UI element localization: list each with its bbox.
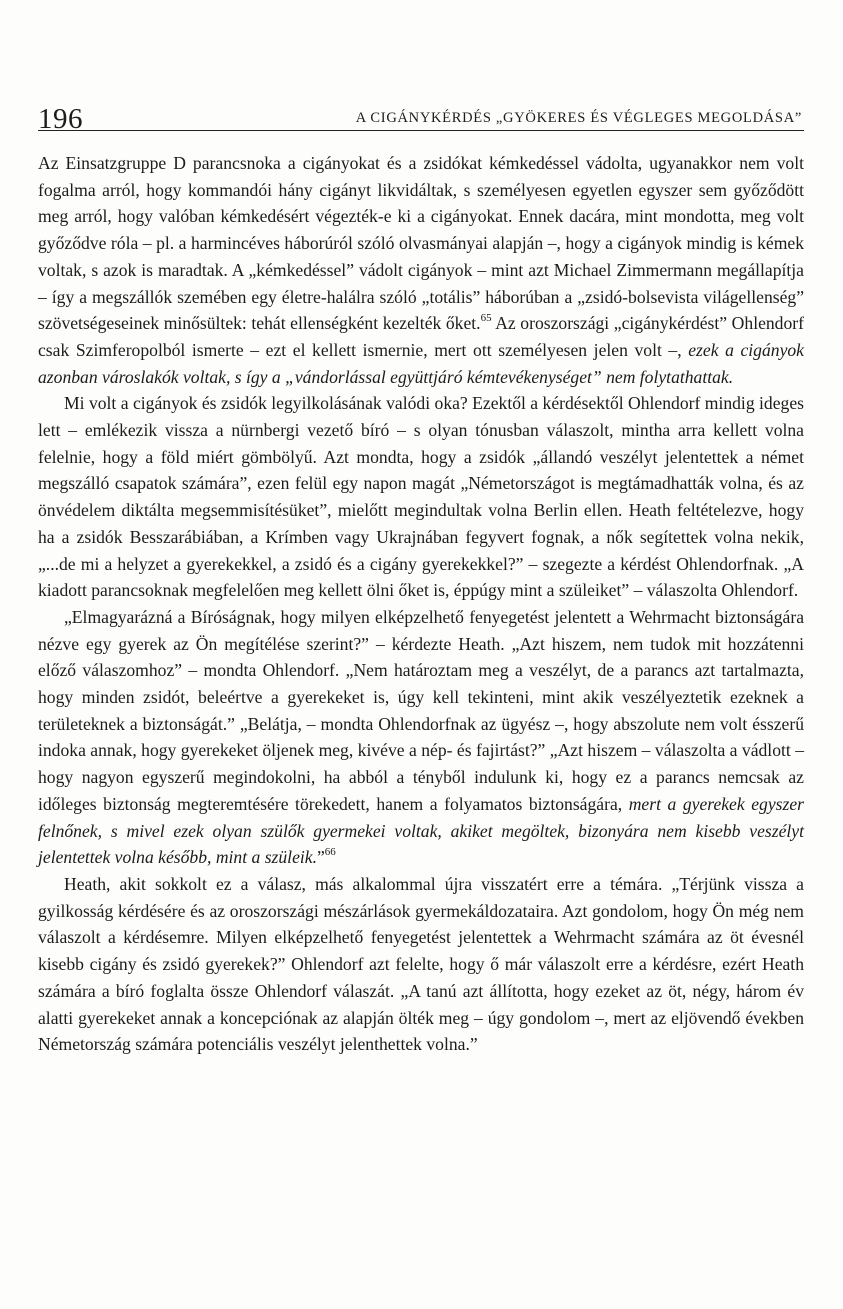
paragraph	[38, 150, 804, 390]
italic-text: mert a gyerekek egyszer felnőnek, s mivel ezek olyan szülők gyermekei voltak, akiket megöltek, bizonyára nem kisebb veszélyt jelentettek volna később, mint a szüleik.	[38, 793, 804, 868]
paragraph-text: „Elmagyarázná a Bíróságnak, hogy milyen elképzelhető fenyegetést jelentett a Wehrmacht biztonságára nézve egy gyerek az Ön megítélése szerint?” – kérdezte Heath. „Azt hiszem, nem tudok mit hozzátenni előző válaszomhoz” – mondta Ohlendorf. „Nem határoztam meg a veszélyt, de a parancs azt tartalmazta, hogy minden zsidót, beleértve a gyerekeket is, úgy kell tekinteni, mint akik veszélyeztetik ezeknek a területeknek a biztonságát.” „Belátja, – mondta Ohlendorfnak az ügyész –, hogy abszolute nem volt ésszerű indoka annak, hogy gyerekeket öljenek meg, kivéve a nép- és fajirtást?” „Azt hiszem – válaszolta a vádlott – hogy nagyon egyszerű megindokolni, ha abból a tényből indulunk ki, hogy ez a parancs nemcsak az időleges biztonság megteremtésére törekedett, hanem a folyamatos biztonságára,	[38, 606, 804, 814]
paragraph-text: Heath, akit sokkolt ez a válasz, más alkalommal újra visszatért erre a témára. „Térjünk vissza a gyilkosság kérdésére és az oroszországi mészárlások gyermekáldozataira. Azt gondolom, hogy Ön még nem válaszolt a kérdésemre. Milyen elképzelhető fenyegetést jelentettek a Wehrmacht számára az öt évesnél kisebb cigány és zsidó gyerekek?” Ohlendorf azt felelte, hogy ő már válaszolt erre a kérdésre, ezért Heath számára a bíró foglalta össze Ohlendorf válaszát. „A tanú azt állította, hogy ezeket az öt, négy, három év alatti gyerekeket annak a koncepciónak az alapján ölték meg – úgy gondolom –, mert az eljövendő években Németország számára potenciális veszélyt jelenthettek volna.”	[38, 873, 804, 1055]
page-header	[38, 92, 804, 135]
paragraph	[38, 390, 804, 604]
paragraph-text: Az oroszországi „cigánykérdést” Ohlendorf csak Szimferopolból ismerte – ezt el kellett ismernie, mert ott személyesen jelen volt –,	[38, 313, 804, 360]
page-number: 196	[38, 103, 83, 135]
italic-text: ezek a cigányok azonban városlakók voltak, s így a „vándorlással együttjáró kémtevékenységet” nem folytathattak.	[38, 339, 804, 387]
paragraph-text: ”	[316, 847, 325, 868]
paragraph	[38, 604, 804, 871]
paragraph-text: Mi volt a cigányok és zsidók legyilkolásának valódi oka? Ezektől a kérdésektől Ohlendorf mindig ideges lett – emlékezik vissza a nürnbergi vezető bíró – s olyan tónusban válaszolt, mintha arra kellett volna felelnie, hogy a föld miért gömbölyű. Azt mondta, hogy a zsidók „állandó veszélyt jelentettek a német megszálló csapatok számára”, ezen felül egy napon magát „Németországot is megtámadhatták volna, és az önvédelem diktálta megsemmisítésüket”, mielőtt megindultak volna Berlin ellen. Heath feltételezve, hogy ha a zsidók Besszarábiában, a Krímben vagy Ukrajnában fegyvert fognak, a nők segítettek volna nekik, „...de mi a helyzet a gyerekekkel, a zsidó és a cigány gyerekekkel?” – szegezte a kérdést Ohlendorfnak. „A kiadott parancsoknak megfelelően meg kellett ölni őket is, éppúgy mint a szüleiket” – válaszolta Ohlendorf.	[38, 393, 804, 601]
paragraph-text: Az Einsatzgruppe D parancsnoka a cigányokat és a zsidókat kémkedéssel vádolta, ugyanakkor nem volt fogalma arról, hogy kommandói hány cigányt likvidáltak, s személyesen egyetlen egyszer sem győződött meg arról, hogy valóban kémkedésért végezték-e ki a cigányokat. Ennek dacára, mint mondotta, meg volt győződve róla – pl. a harmincéves háborúról szóló olvasmányai alapján –, hogy a cigányok mindig is kémek voltak, s azok is maradtak. A „kémkedéssel” vádolt cigányok – mint azt Michael Zimmermann megállapítja – így a megszállók szemében egy életre-halálra szóló „totális” háborúban a „zsidó-bolsevista világellenség” szövetségeseinek minősültek: tehát ellenségként kezelték őket.	[38, 153, 804, 334]
running-title: A CIGÁNYKÉRDÉS „GYÖKERES ÉS VÉGLEGES MEGOLDÁSA”	[355, 110, 802, 126]
body-text	[38, 150, 804, 1058]
footnote-reference: 65	[480, 312, 492, 325]
paragraph	[38, 871, 804, 1058]
footnote-reference: 66	[324, 846, 336, 859]
